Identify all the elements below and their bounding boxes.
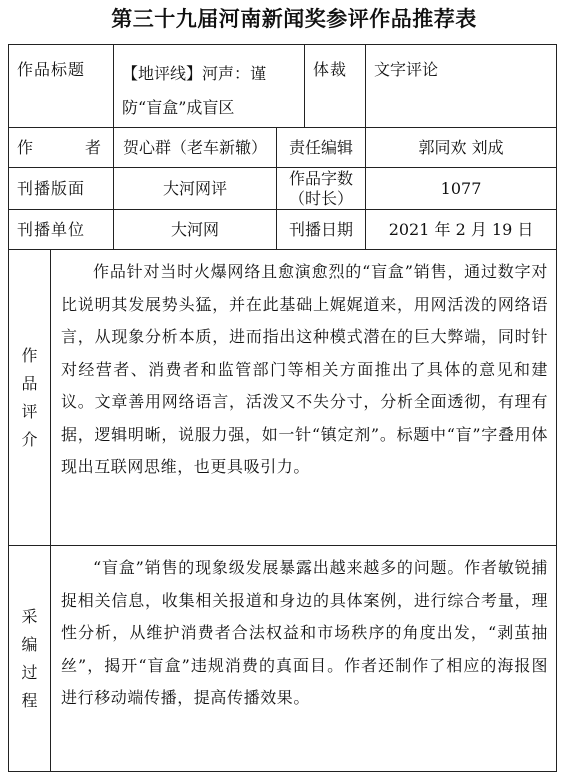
unit-label: 刊播单位 [9,210,114,250]
evaluation-text: 作品针对当时火爆网络且愈演愈烈的“盲盒”销售，通过数字对比说明其发展势头猛，并在此基础上娓娓道来，用网活泼的网络语言，从现象分析本质，进而指出这种模式潜在的巨大弊端，同时针对经营者、消费者和监管部门等相关方面推出了具体的意见和建议。文章善用网络语言，活泼又不失分寸，分析全面透彻，有理有据，逻辑明晰，说服力强，如一针“镇定剂”。标题中“盲”字叠用体现出互联网思维，也更具吸引力。 [51,250,557,546]
row-edition [9,168,557,210]
work-title-label: 作品标题 [9,45,114,128]
wordcount-label [277,168,366,210]
wordcount-label-line-1: 作品字数 [289,168,354,188]
author-value: 贺心群（老车新辙） [114,128,277,168]
wordcount-label-line-2: （时长） [289,188,354,208]
row-evaluation [9,250,557,546]
process-label-char: 程 [21,690,38,710]
process-label-char: 编 [21,634,38,654]
form-title: 第三十九届河南新闻奖参评作品推荐表 [111,7,477,31]
row-author [9,128,557,168]
wordcount-value: 1077 [366,168,557,210]
process-label-char: 过 [21,662,38,682]
genre-value: 文字评论 [366,45,557,128]
edition-label: 刊播版面 [9,168,114,210]
evaluation-label-char: 品 [21,373,38,393]
author-label-char-2: 者 [85,137,102,157]
process-text: “盲盒”销售的现象级发展暴露出越来越多的问题。作者敏锐捕捉相关信息，收集相关报道和身边的具体案例，进行综合考量，理性分析，从维护消费者合法权益和市场秩序的角度出发，“剥茧抽丝”，揭开“盲盒”违规消费的真面目。作者还制作了相应的海报图进行移动端传播，提高传播效果。 [51,546,557,772]
unit-value: 大河网 [114,210,277,250]
process-label-char: 采 [21,606,38,626]
row-work-title [9,45,557,128]
editor-label: 责任编辑 [277,128,366,168]
date-value: 2021 年 2 月 19 日 [366,210,557,250]
edition-value: 大河网评 [114,168,277,210]
recommendation-form [8,44,557,772]
editor-value: 郭同欢 刘成 [366,128,557,168]
genre-label: 体裁 [305,45,366,128]
author-label [9,128,114,168]
evaluation-label [9,250,51,546]
date-label: 刊播日期 [277,210,366,250]
author-label-char-1: 作 [17,137,34,157]
row-unit [9,210,557,250]
evaluation-label-char: 评 [21,401,38,421]
evaluation-label-char: 介 [21,429,38,449]
row-process [9,546,557,772]
process-label [9,546,51,772]
work-title-value: 【地评线】河声：谨防“盲盒”成盲区 [114,45,305,128]
evaluation-label-char: 作 [21,345,38,365]
